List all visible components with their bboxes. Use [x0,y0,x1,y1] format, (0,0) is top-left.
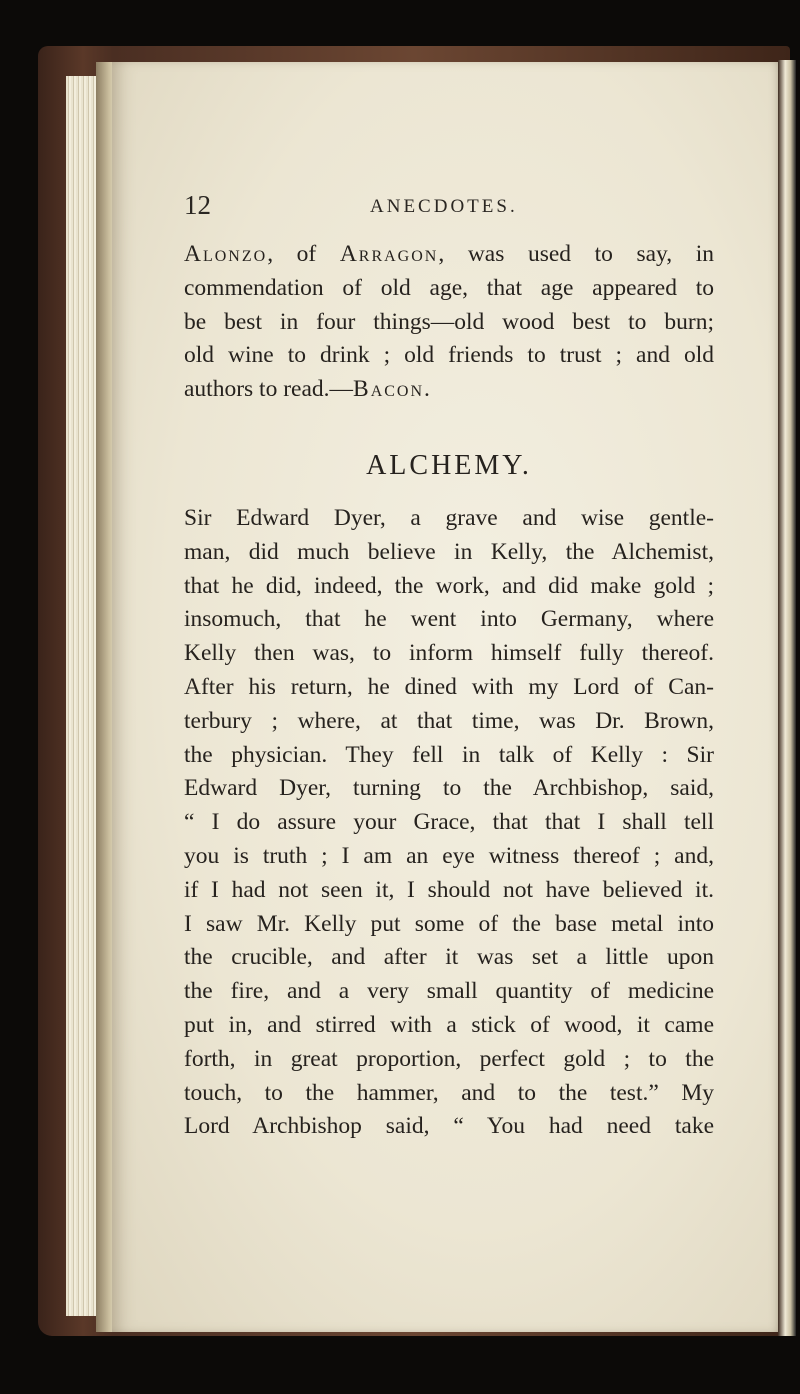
text-line: Kelly then was, to inform himself fully thereof. [184,640,714,667]
text-line: commendation of old age, that age appeared to [184,274,714,301]
page-header [184,190,724,230]
page-number: 12 [184,190,211,220]
text-line: “ I do assure your Grace, that that I shall tell [184,809,714,836]
text-line: terbury ; where, at that time, was Dr. Brown, [184,707,714,734]
text-line: Sir Edward Dyer, a grave and wise gentle- [184,505,714,531]
text-line: man, did much believe in Kelly, the Alchemist, [184,538,714,565]
text-line: touch, to the hammer, and to the test.” My [184,1079,714,1106]
text-line: the crucible, and after it was set a little upon [184,944,714,971]
text-line: old wine to drink ; old friends to trust ; and old [184,342,714,369]
text-line: put in, and stirred with a stick of wood, it came [184,1011,714,1038]
text-line: forth, in great proportion, perfect gold ; to the [184,1045,714,1072]
section-title: ALCHEMY. [366,450,532,481]
text-line: After his return, he dined with my Lord of Can- [184,673,714,700]
text-line: the fire, and a very small quantity of medicine [184,978,714,1005]
text-line: Alonzo, of Arragon, was used to say, in [184,241,715,267]
running-head: ANECDOTES. [370,196,518,217]
anecdote-alchemy [184,502,714,1144]
text-line: the physician. They fell in talk of Kelly : Sir [184,741,714,768]
anecdote-alonzo [184,238,714,407]
text-line: you is truth ; I am an eye witness thereof ; and, [184,842,714,869]
text-line: authors to read.—Bacon. [184,376,430,403]
text-line: Edward Dyer, turning to the Archbishop, said, [184,775,714,802]
text-line: if I had not seen it, I should not have believed it. [184,876,714,903]
page-edges [66,76,96,1316]
text-line: Lord Archbishop said, “ You had need take [184,1113,714,1140]
text-line: I saw Mr. Kelly put some of the base metal into [184,910,714,937]
text-line: be best in four things—old wood best to burn; [184,308,714,335]
page-right-edge [778,60,796,1336]
text-line: that he did, indeed, the work, and did make gold ; [184,572,714,599]
text-line: insomuch, that he went into Germany, where [184,606,714,633]
